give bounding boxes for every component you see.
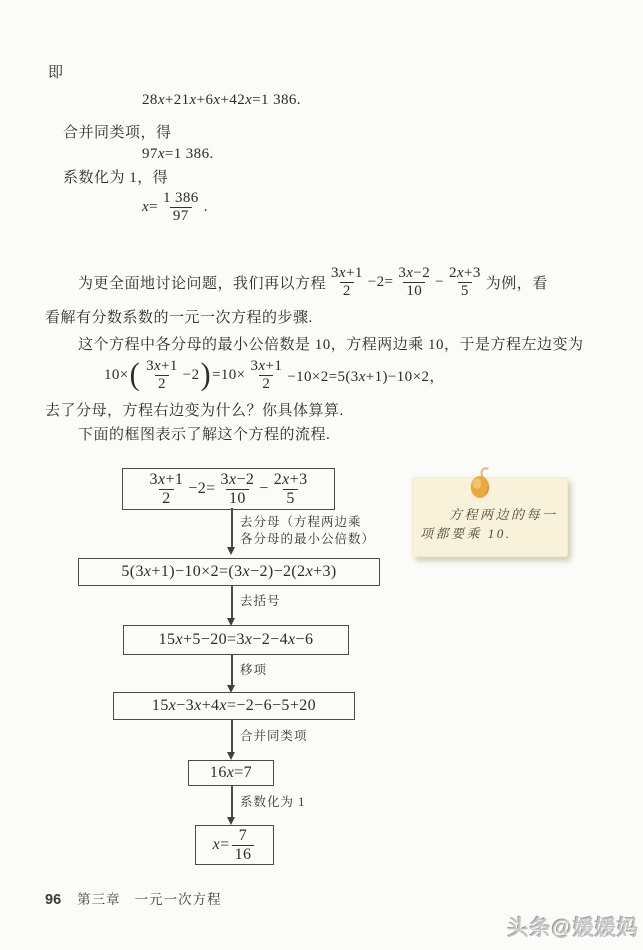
pushpin-icon	[467, 465, 495, 504]
fraction: $\frac{1 386}{97}$	[162, 190, 199, 224]
step-label-remove-denominators: 去分母（方程两边乘 各分母的最小公倍数）	[240, 515, 376, 546]
coefficient-to-one-label: 系数化为 1，得	[63, 170, 169, 186]
step-label-remove-brackets: 去括号	[240, 594, 281, 608]
flow-box-terms-moved: 15x−3x+4x=−2−6−5+20	[113, 692, 355, 720]
flow-box-final-solution: x= $\frac{7}{16}$	[195, 825, 274, 865]
page-number: 96	[45, 892, 62, 908]
flow-box-no-denominators: 5(3x+1)−10×2=(3x−2)−2(2x+3)	[78, 558, 380, 586]
eq-period: .	[203, 198, 208, 215]
watermark-text: 头条@媛媛妈	[507, 917, 639, 940]
fraction: $\frac{3x+1}{2}$	[146, 358, 178, 392]
para1-lead-text: 为更全面地讨论问题，我们再以方程	[78, 275, 327, 292]
equation-combined-terms: 28x+21x+6x+42x=1 386.	[142, 92, 301, 108]
step-label-move-terms: 移项	[240, 663, 268, 677]
left-paren: (	[129, 357, 141, 392]
fraction: $\frac{3x+1}{2}$	[331, 265, 363, 299]
step-label-coefficient-to-one: 系数化为 1	[240, 795, 306, 809]
flow-box-original-equation: $\frac{3x+1}{2}$ −2= $\frac{3x-2}{10}$ − $\frac{2x+3}{5}$	[122, 468, 335, 510]
equation-multiply-both-sides: 10× ( $\frac{3x+1}{2}$ −2 ) =10× $\frac{3x+1}{2}$ −10×2=5(3x+1)−10×2，	[104, 357, 445, 392]
flow-box-16x-7: 16x=7	[188, 760, 274, 786]
flow-arrow-line	[231, 719, 233, 753]
flow-arrow-line	[231, 654, 233, 686]
flow-arrow-line	[231, 585, 233, 619]
flow-box-expanded: 15x+5−20=3x−2−4x−6	[123, 625, 349, 655]
step-label-combine-like-terms: 合并同类项	[240, 729, 308, 743]
paragraph-flowchart-intro: 下面的框图表示了解这个方程的流程.	[78, 427, 331, 443]
page-footer	[45, 888, 222, 908]
fraction: $\frac{3x+1}{2}$	[149, 470, 184, 507]
fraction: $\frac{3x-2}{10}$	[220, 470, 255, 507]
combine-like-terms-label: 合并同类项，得	[63, 125, 172, 141]
fraction: $\frac{2x+3}{5}$	[448, 265, 481, 299]
margin-note	[412, 477, 568, 557]
lead-in-word: 即	[48, 65, 64, 81]
flow-arrow-line	[231, 785, 233, 818]
flow-arrowhead	[227, 547, 235, 555]
fraction: $\frac{3x+1}{2}$	[250, 358, 283, 392]
fraction: $\frac{2x+3}{5}$	[273, 470, 308, 507]
paragraph-question-line: 去了分母，方程右边变为什么？你具体算算.	[45, 403, 344, 419]
paragraph-discussion-line2: 看解有分数系数的一元一次方程的步骤.	[45, 310, 313, 326]
equation-97x: 97x=1 386.	[142, 146, 214, 162]
chapter-title: 一元一次方程	[134, 892, 222, 907]
eq-lhs: x=	[142, 198, 158, 215]
paragraph-discussion-line1: 为更全面地讨论问题，我们再以方程 $\frac{3x+1}{2}$ −2= $\frac{3x-2}{10}$ − $\frac{2x+3}{5}$ 为例，看	[78, 265, 548, 299]
flow-arrow-line	[231, 508, 233, 548]
flow-arrowhead	[227, 752, 235, 760]
flow-arrowhead	[227, 817, 235, 825]
equation-x-solution	[142, 190, 208, 224]
fraction: $\frac{3x-2}{10}$	[398, 265, 431, 299]
chapter-label: 第三章	[77, 892, 121, 907]
fraction: $\frac{7}{16}$	[232, 827, 255, 863]
para1-tail-text: 为例，看	[485, 275, 548, 292]
paragraph-lcm-line: 这个方程中各分母的最小公倍数是 10，方程两边乘 10，于是方程左边变为	[78, 337, 584, 353]
note-text: 方程两边的每一 项都要乘 10.	[420, 507, 558, 541]
right-paren: )	[200, 357, 211, 392]
